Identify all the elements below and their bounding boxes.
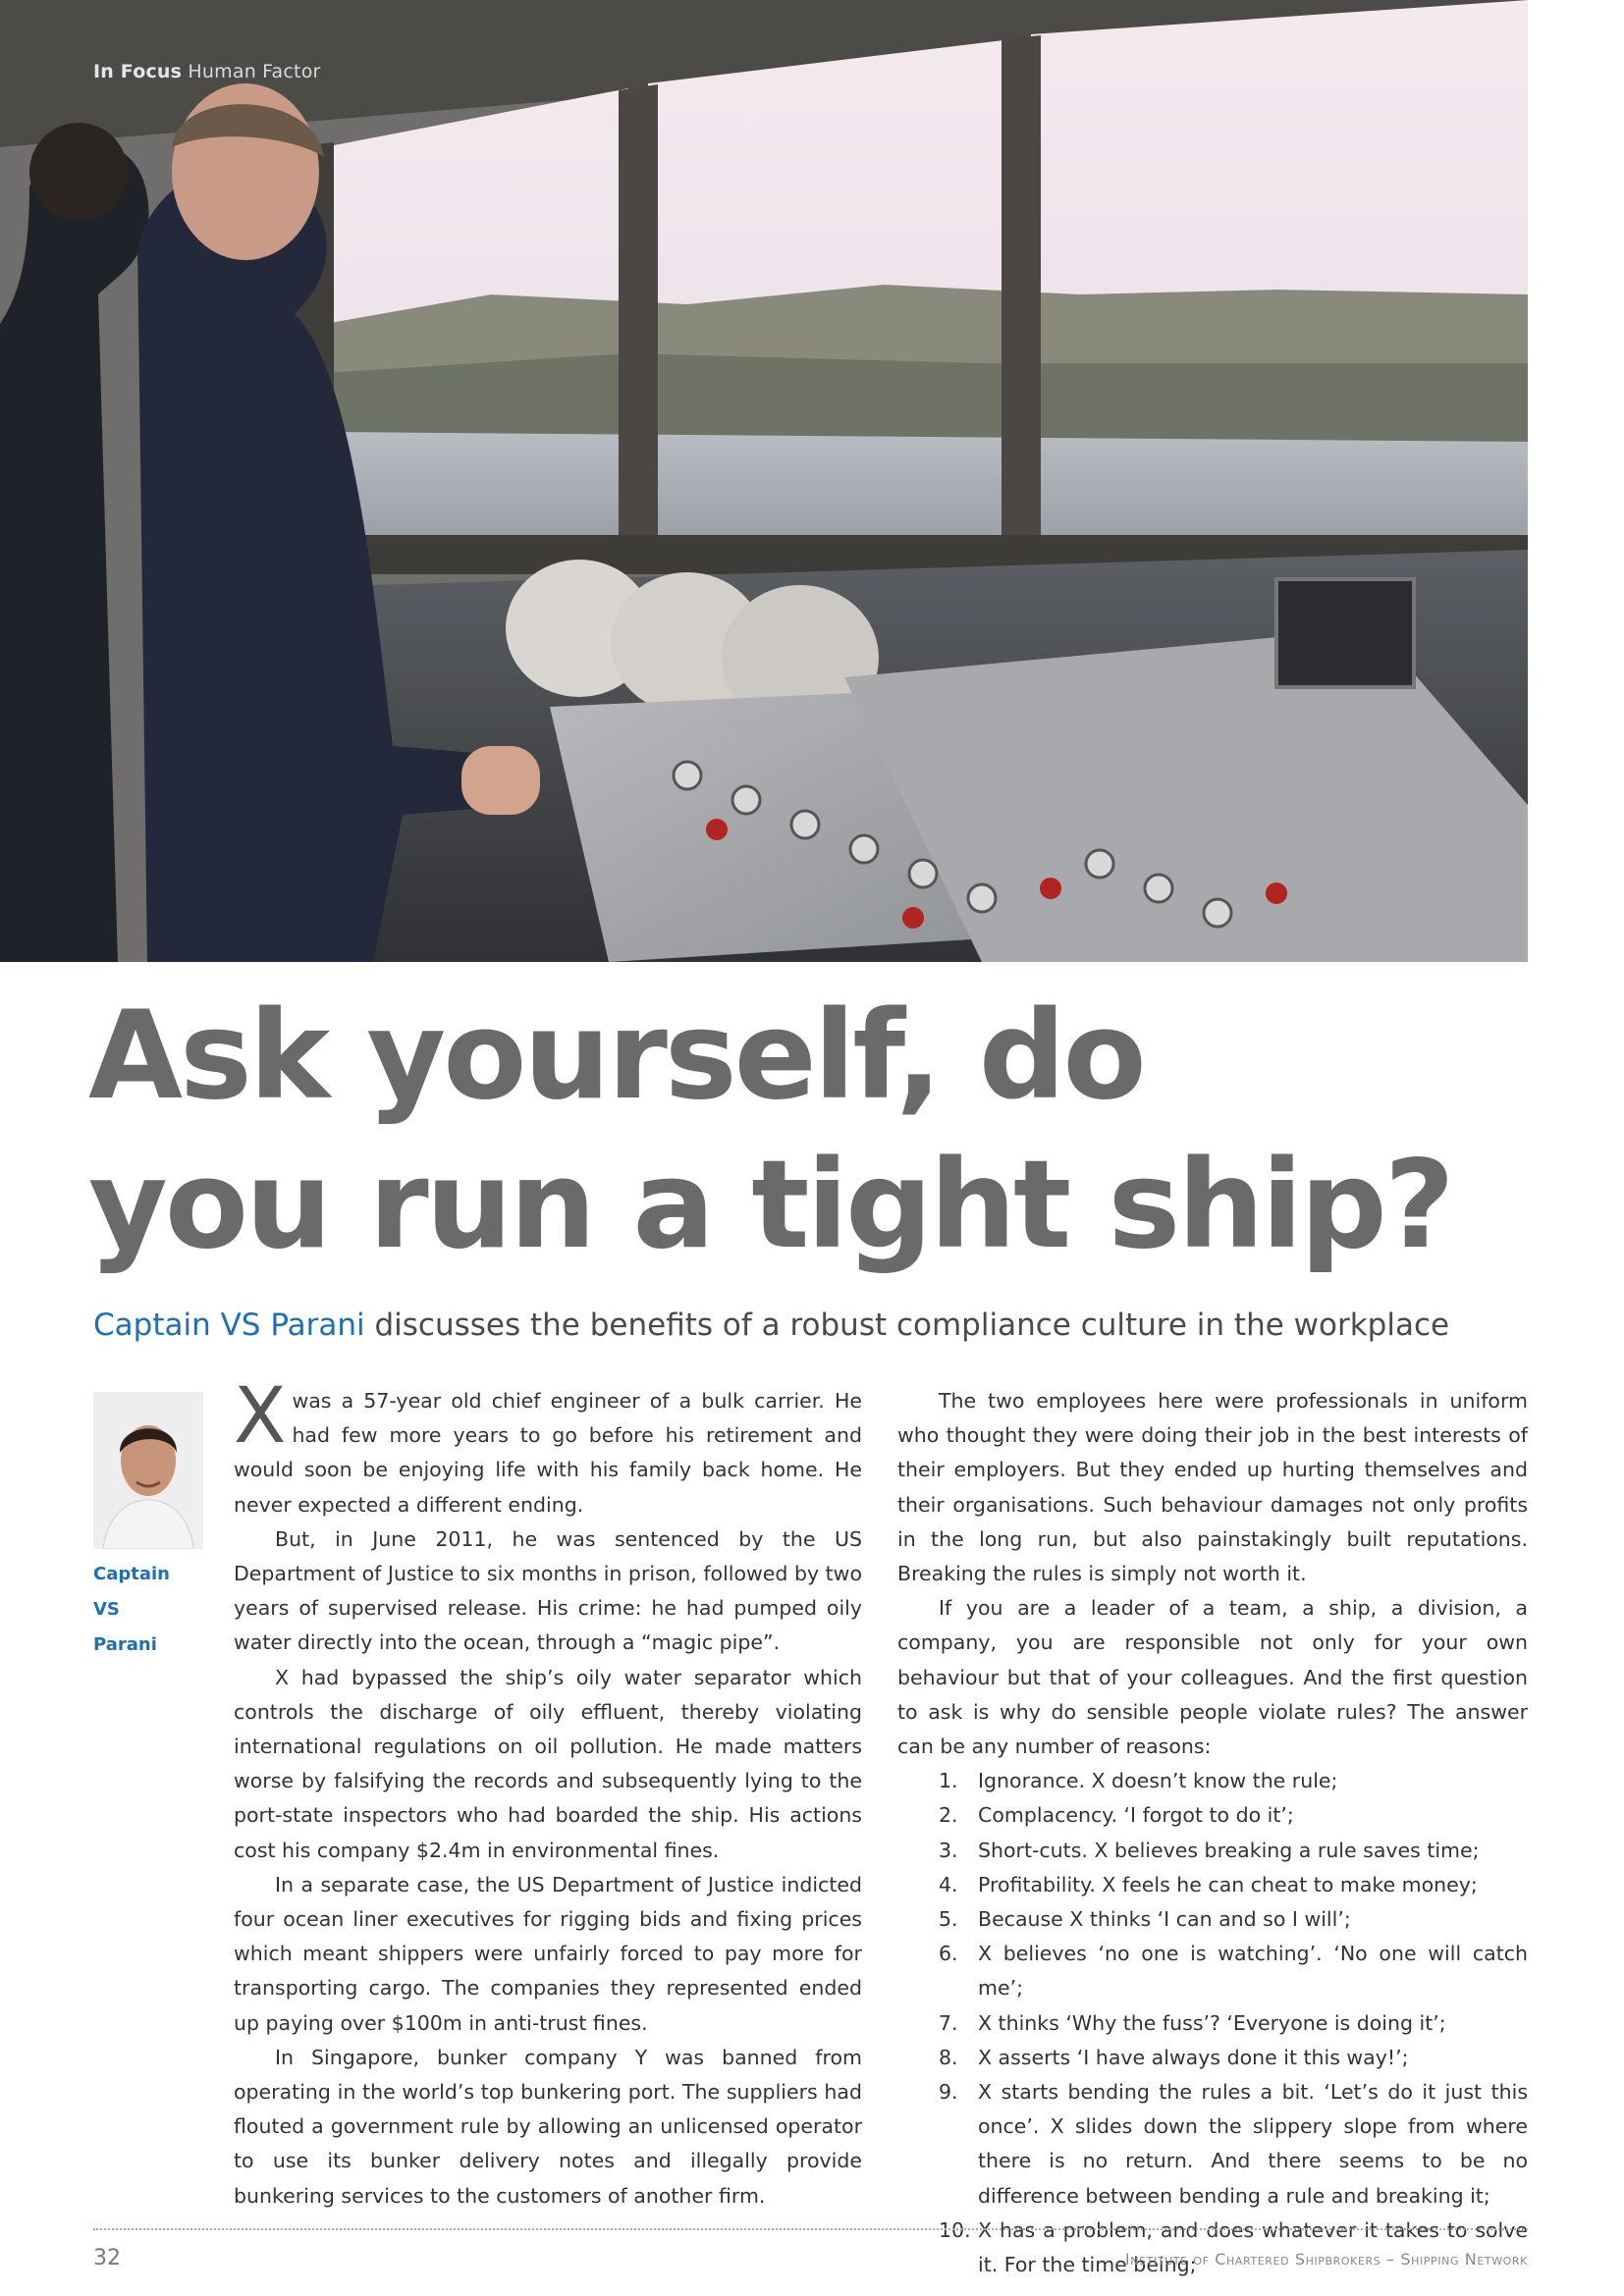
standfirst [93,1308,1537,1343]
list-item [897,1868,1528,1902]
list-text: X believes ‘no one is watching’. ‘No one will catch me’; [978,1942,1528,2001]
list-text: Because X thinks ‘I can and so I will’; [978,1907,1351,1932]
paragraph: X had bypassed the ship’s oily water separator which controls the discharge of oily effluent, thereby violating international regulations on oil pollution. He made matters worse by falsifying the records and subsequently lying to the port-state inspectors who had boarded the ship. His actions cost his company $2.4m in environmental fines. [234,1665,862,1862]
list-item [897,2075,1528,2214]
author-caption-line-1: Captain VS [93,1564,170,1620]
author-photo [93,1392,203,1549]
author-caption-line-2: Parani [93,1634,157,1655]
list-item [897,1902,1528,1937]
list-text: X has a problem, and does whatever it takes to solve it. For the time being; [978,2217,1528,2277]
paragraph: The two employees here were professionals in uniform who thought they were doing their job in the best interests of their employers. But they ended up hurting themselves and their organisations. Such behaviour damages not only profits in the long run, but also painstakingly built reputations. Breaking the rules is simply not worth it. [897,1389,1528,1586]
list-number: 3. [939,1838,958,1862]
list-item [897,1937,1528,2005]
list-text: X asserts ‘I have always done it this way!’; [978,2045,1409,2069]
page-number: 32 [93,2246,121,2270]
list-item [897,1764,1528,1798]
paragraph: But, in June 2011, he was sentenced by the US Department of Justice to six months in prison, followed by two years of supervised release. His crime: he had pumped oily water directly into the ocean, through a “magic pipe”. [234,1526,862,1655]
list-number: 4. [939,1872,958,1896]
list-number: 2. [939,1803,958,1828]
section-label-rest: Human Factor [182,61,321,82]
list-text: Complacency. ‘I forgot to do it’; [978,1803,1294,1828]
paragraph: If you are a leader of a team, a ship, a division, a company, you are responsible not only for your own behaviour but that of your colleagues. And the first question to ask is why do sensible people violate rules? The answer can be any number of reasons: [897,1596,1528,1759]
list-text: Profitability. X feels he can cheat to make money; [978,1872,1478,1896]
list-item [897,1834,1528,1868]
list-text: X thinks ‘Why the fuss’? ‘Everyone is doing it’; [978,2010,1446,2035]
standfirst-text: discusses the benefits of a robust compliance culture in the workplace [364,1308,1450,1343]
list-text: X starts bending the rules a bit. ‘Let’s do it just this once’. X slides down the slippery slope from where there is no return. And there seems to be no difference between bending a rule and breaking it; [978,2080,1528,2208]
article-title [88,982,1532,1280]
publication-name: Institute of Chartered Shipbrokers – Shipping Network [1124,2250,1528,2269]
author-caption [93,1557,201,1663]
left-column [234,1372,862,2214]
paragraph: In a separate case, the US Department of Justice indicted four ocean liner executives for rigging bids and fixing prices which meant shippers were unfairly forced to pay more for transporting cargo. The companies they represented ended up paying over $100m in anti-trust fines. [234,1872,862,2035]
article-title-line-2: you run a tight ship? [88,1135,1452,1276]
list-number: 7. [939,2010,958,2035]
drop-cap: X [234,1372,287,1461]
list-number: 5. [939,1907,958,1932]
list-number: 9. [939,2080,958,2105]
reasons-list [897,1764,1528,2282]
list-number: 6. [939,1942,958,1966]
paragraph [234,1372,862,1522]
list-number: 10. [939,2217,971,2242]
list-number: 1. [939,1769,958,1793]
section-label-bold: In Focus [93,61,183,82]
list-item [897,2006,1528,2041]
article-title-line-1: Ask yourself, do [88,986,1144,1127]
section-label [93,61,321,82]
list-item [897,1798,1528,1833]
paragraph-text: was a 57-year old chief engineer of a bulk carrier. He had few more years to go before his retirement and would soon be enjoying life with his family back home. He never expected a different ending. [234,1389,862,1517]
list-text: Short-cuts. X believes breaking a rule saves time; [978,1838,1480,1862]
right-column [897,1384,1528,2282]
list-item [897,2214,1528,2282]
list-text: Ignorance. X doesn’t know the rule; [978,1769,1338,1793]
paragraph: In Singapore, bunker company Y was banned from operating in the world’s top bunkering port. The suppliers had flouted a government rule by allowing an unlicensed operator to use its bunker delivery notes and illegally provide bunkering services to the customers of another firm. [234,2045,862,2208]
ship-bridge-photo [0,0,1528,962]
author-name: Captain VS Parani [93,1308,365,1343]
list-number: 8. [939,2045,958,2069]
footer-divider [93,2228,1528,2230]
list-item [897,2041,1528,2075]
